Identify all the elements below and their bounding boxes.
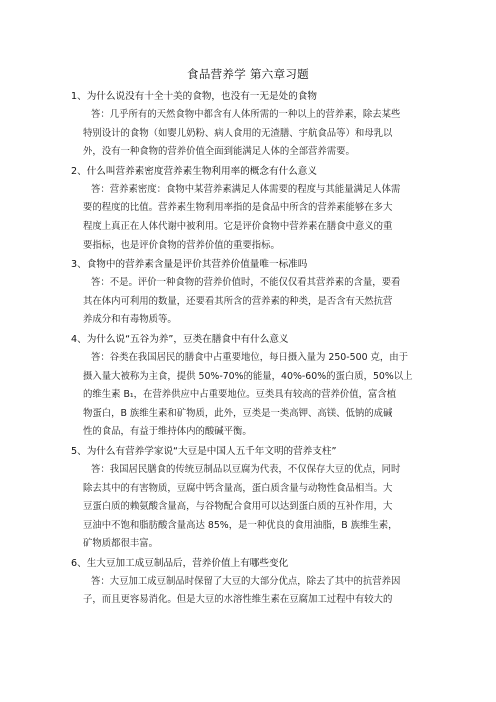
answer-3-line-3: 养成分和有毒物质等。 xyxy=(83,314,177,326)
answer-3-line-2: 其在体内可利用的数量，还要看其所含的营养素的种类，是否含有天然抗营 xyxy=(83,295,393,307)
answer-4-line-3: 的维生素 B₁，在营养供应中占重要地位。豆类具有较高的营养价值，富含植 xyxy=(83,389,397,401)
question-2: 2、什么叫营养素密度营养素生物利用率的概念有什么意义 xyxy=(71,165,317,177)
answer-5-line-4: 豆油中不饱和脂肪酸含量高达 85%，是一种优良的食用油脂，B 族维生素， xyxy=(83,519,398,531)
answer-1-line-1: 答：几乎所有的天然食物中都含有人体所需的一种以上的营养素，除去某些 xyxy=(91,109,401,120)
answer-2-line-4: 要指标，也是评价食物的营养价值的重要指标。 xyxy=(83,239,280,251)
answer-4-line-4: 物蛋白，B 族维生素和矿物质，此外，豆类是一类高钾、高镁、低钠的成碱 xyxy=(83,407,393,419)
question-5: 5、为什么有营养学家说“大豆是中国人五千年文明的营养支柱” xyxy=(71,445,337,457)
question-3: 3、食物中的营养素含量是评价其营养价值量唯一标准吗 xyxy=(71,259,308,271)
answer-1-line-3: 外，没有一种食物的营养价值全面到能满足人体的全部营养需要。 xyxy=(83,146,355,158)
answer-4-line-2: 摄入量大被称为主食，提供 50%-70%的能量，40%-60%的蛋白质，50%以上 xyxy=(83,370,413,382)
question-6: 6、生大豆加工成豆制品后，营养价值上有哪些变化 xyxy=(71,557,289,569)
document-body xyxy=(71,87,426,610)
document-title: 食品营养学 第六章习题 xyxy=(187,67,309,81)
answer-2-line-3: 程度上真正在人体代谢中被利用。它是评价食物中营养素在膳食中意义的重 xyxy=(83,220,393,232)
answer-5-line-2: 除去其中的有害物质，豆腐中钙含量高，蛋白质含量与动物性食品相当。大 xyxy=(83,482,393,494)
answer-5-line-5: 矿物质都很丰富。 xyxy=(83,538,159,550)
answer-5-line-1: 答：我国居民膳食的传统豆制品以豆腐为代表，不仅保存大豆的优点，同时 xyxy=(91,463,401,475)
answer-4-line-5: 性的食品，有益于维持体内的酸碱平衡。 xyxy=(83,426,252,438)
answer-1-line-2: 特别设计的食物（如婴儿奶粉、病人食用的无渣膳、宇航食品等）和母乳以 xyxy=(83,127,393,139)
question-1: 1、为什么说没有十全十美的食物，也没有一无是处的食物 xyxy=(71,91,317,102)
answer-6-line-1: 答：大豆加工成豆制品时保留了大豆的大部分优点，除去了其中的抗营养因 xyxy=(91,575,401,587)
answer-2-line-1: 答：营养素密度：食物中某营养素满足人体需要的程度与其能量满足人体需 xyxy=(91,183,401,195)
answer-2-line-2: 要的程度的比值。营养素生物利用率指的是食品中所含的营养素能够在多大 xyxy=(83,202,393,214)
answer-4-line-1: 答：谷类在我国居民的膳食中占重要地位，每日摄入量为 250-500 克，由于 xyxy=(91,351,409,363)
question-4: 4、为什么说“五谷为养”，豆类在膳食中有什么意义 xyxy=(71,333,289,345)
answer-3-line-1: 答：不是。评价一种食物的营养价值时，不能仅仅看其营养素的含量，要看 xyxy=(91,277,401,289)
answer-6-line-2: 子，而且更容易消化。但是大豆的水溶性维生素在豆腐加工过程中有较大的 xyxy=(83,594,393,606)
answer-5-line-3: 豆蛋白质的赖氨酸含量高，与谷物配合食用可以达到蛋白质的互补作用，大 xyxy=(83,501,393,513)
